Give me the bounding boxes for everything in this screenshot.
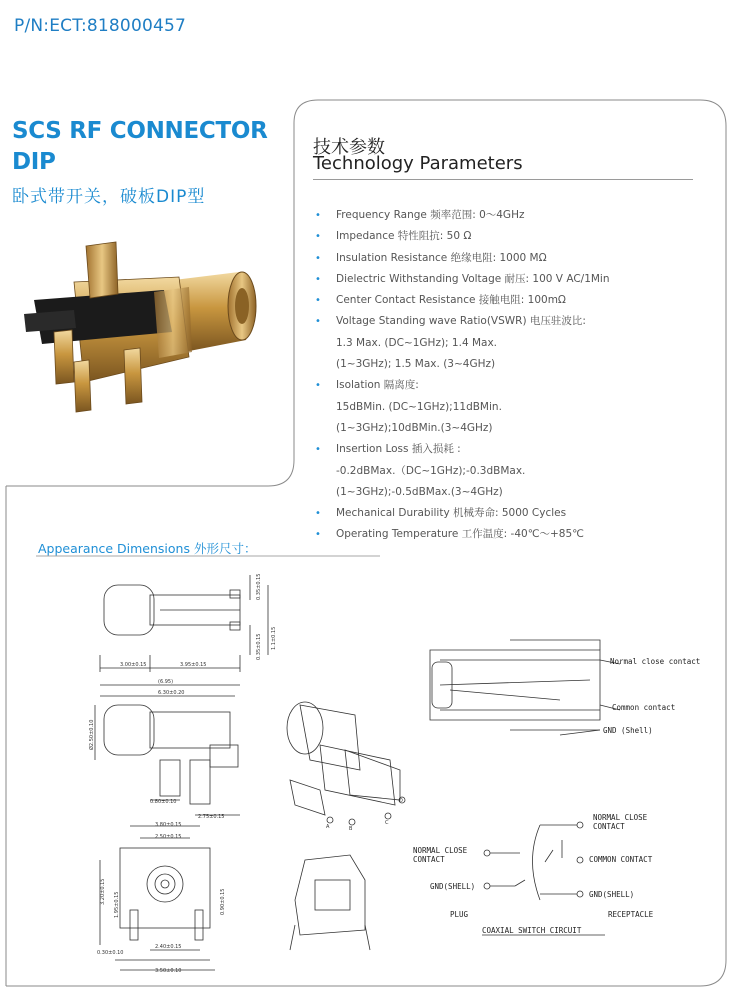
bullet-icon: • [315,295,321,307]
param-item [314,439,714,503]
param-item [314,503,714,524]
dim-label: 3.00±0.15 [120,662,147,668]
circuit-contact-left: CONTACT [413,855,445,864]
param-line: Frequency Range 频率范围: 0～4GHz [336,209,525,221]
circuit-normal-close-left: NORMAL CLOSE [413,846,468,855]
cross-section-labels [603,657,700,735]
param-line: Center Contact Resistance 接触电阻: 100mΩ [336,294,566,307]
circuit-plug: PLUG [450,910,469,919]
circuit-common-contact: COMMON CONTACT [589,855,653,864]
param-line: Voltage Standing wave Ratio(VSWR) 电压驻波比: [336,315,586,328]
callout-label: B [349,826,353,832]
circuit-contact-top: CONTACT [593,822,625,831]
dim-label: 0.35±0.15 [256,633,262,660]
dim-label: 0.80±0.10 [150,799,177,805]
param-item [314,248,714,269]
bullet-icon: • [315,380,321,392]
product-title-line2: DIP [12,149,56,175]
normal-close-contact-label: Normal close contact [610,657,701,666]
dim-label: 2.75±0.15 [198,814,225,820]
circuit-normal-close-top: NORMAL CLOSE [593,813,648,822]
top-view-drawing [100,575,268,672]
bullet-icon: • [315,508,321,520]
switch-circuit-drawing [482,822,605,935]
param-item [314,290,714,311]
circuit-receptacle: RECEPTACLE [608,910,654,919]
bullet-icon: • [315,273,321,285]
product-title [12,116,268,178]
callout-label: A [326,824,330,830]
dim-label: (6.95) [158,679,174,685]
param-line: 1.3 Max. (DC~1GHz); 1.4 Max. [336,336,498,349]
dim-label: 2.40±0.15 [155,944,182,950]
dim-label: 3.50±0.10 [155,968,182,974]
dim-label: 1.95±0.15 [114,891,120,918]
product-title-line1: SCS RF CONNECTOR [12,118,268,144]
params-heading-cn: 技术参数 [313,137,385,158]
param-line: Impedance 特性阻抗: 50 Ω [336,230,472,243]
dim-label: 3.80±0.15 [155,822,182,828]
dim-label: 3.20±0.15 [100,878,106,905]
iso-view-drawing [287,702,405,825]
side-view-drawing [95,685,240,815]
bullet-icon: • [315,316,321,328]
bullet-icon: • [315,210,321,221]
dim-label: 1.1±0.15 [271,626,277,650]
param-line: Isolation 隔离度: [336,379,419,392]
appearance-dimensions-label: Appearance Dimensions 外形尺寸： [38,541,257,556]
param-item [314,226,714,247]
cross-section-drawing [430,640,620,735]
technical-drawings [0,560,730,1000]
param-line: -0.2dBMax.（DC~1GHz);-0.3dBMax. [336,464,526,477]
gnd-shell-label: GND (Shell) [603,726,653,735]
connector-photo [14,232,264,422]
param-item [314,269,714,290]
param-line: (1~3GHz);-0.5dBMax.(3~4GHz) [336,485,503,498]
param-line: (1~3GHz); 1.5 Max. (3~4GHz) [336,358,496,371]
circuit-caption: COAXIAL SWITCH CIRCUIT [482,926,582,935]
bullet-icon: • [315,252,321,264]
bullet-icon: • [315,529,321,541]
params-heading-en: Technology Parameters [313,153,523,174]
bullet-icon: • [315,231,321,243]
dimension-labels [88,574,403,974]
circuit-gnd-left: GND(SHELL) [430,882,476,891]
param-item [314,205,714,226]
dim-label: 6.30±0.20 [158,690,185,696]
bullet-icon: • [315,444,321,456]
circuit-gnd-right: GND(SHELL) [589,890,635,899]
callout-label: C [385,820,389,826]
part-number: P/N:ECT:818000457 [14,16,187,36]
param-line: Insulation Resistance 绝缘电阻: 1000 MΩ [336,251,547,264]
param-line: Operating Temperature 工作温度: -40℃～+85℃ [336,528,584,541]
dim-label: 3.95±0.15 [180,662,207,668]
product-subtitle: 卧式带开关，破板DIP型 [12,187,206,207]
dim-label: 0.35±0.15 [256,573,262,600]
dim-label: 0.90±0.15 [220,888,226,915]
param-item [314,375,714,439]
dim-label: Ø2.50±0.10 [89,719,95,750]
callout-label: D [399,798,403,804]
dim-label: 0.30±0.10 [97,950,124,956]
dim-label: 2.50±0.15 [155,834,182,840]
bottom-iso-drawing [290,855,370,950]
param-item [314,311,714,375]
param-line: Insertion Loss 插入损耗 : [336,443,461,456]
param-line: (1~3GHz);10dBMin.(3~4GHz) [336,421,493,434]
param-line: Mechanical Durability 机械寿命: 5000 Cycles [336,507,567,520]
common-contact-label: Common contact [612,703,676,712]
param-line: Dielectric Withstanding Voltage 耐压: 100 V AC/1Min [336,272,610,285]
param-line: 15dBMin. (DC~1GHz);11dBMin. [336,400,502,413]
param-item [314,524,714,545]
params-divider [313,179,693,180]
params-list [314,205,714,546]
